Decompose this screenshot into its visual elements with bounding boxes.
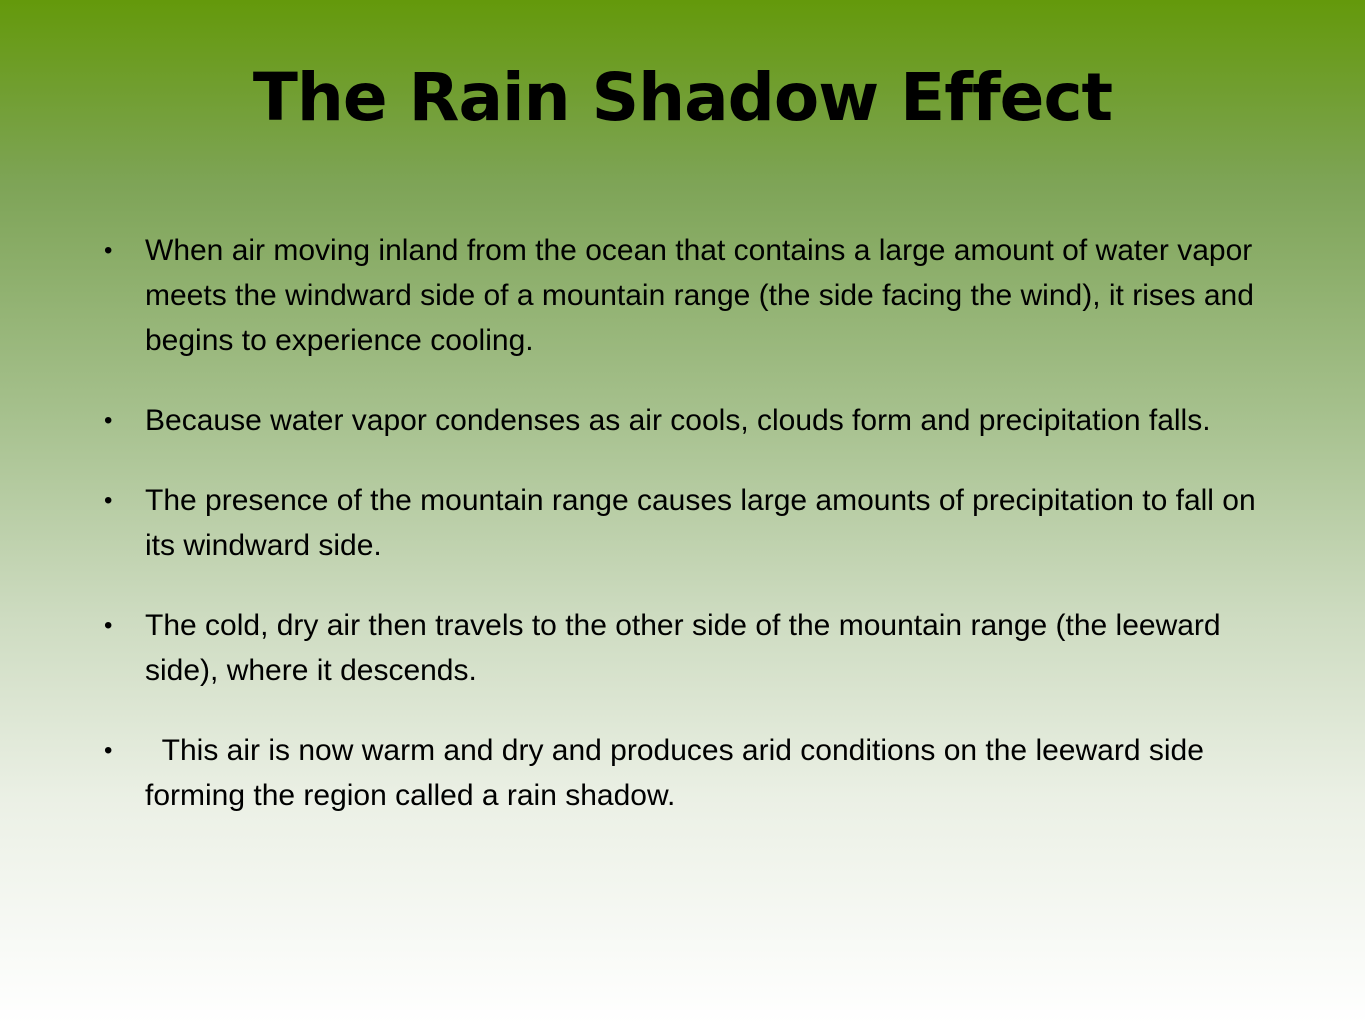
bullet-list: [104, 228, 1284, 853]
bullet-item: [104, 603, 1284, 693]
bullet-item: [104, 228, 1284, 363]
bullet-text: When air moving inland from the ocean that contains a large amount of water vapor meets the windward side of a mountain range (the side facing the wind), it rises and begins to experience cooling.: [145, 234, 1254, 357]
bullet-text: The presence of the mountain range causes large amounts of precipitation to fall on its windward side.: [145, 484, 1256, 562]
bullet-text: This air is now warm and dry and produces arid conditions on the leeward side forming the region called a rain shadow.: [145, 734, 1213, 812]
bullet-text: The cold, dry air then travels to the other side of the mountain range (the leeward side), where it descends.: [145, 609, 1221, 687]
bullet-item: [104, 728, 1284, 818]
slide-title: The Rain Shadow Effect: [252, 59, 1113, 136]
bullet-text: Because water vapor condenses as air cools, clouds form and precipitation falls.: [145, 404, 1211, 437]
bullet-icon: •: [104, 237, 113, 264]
bullet-item: [104, 478, 1284, 568]
bullet-icon: •: [104, 612, 113, 639]
bullet-item: [104, 398, 1284, 443]
bullet-icon: •: [104, 737, 113, 764]
bullet-icon: •: [104, 407, 113, 434]
bullet-icon: •: [104, 487, 113, 514]
